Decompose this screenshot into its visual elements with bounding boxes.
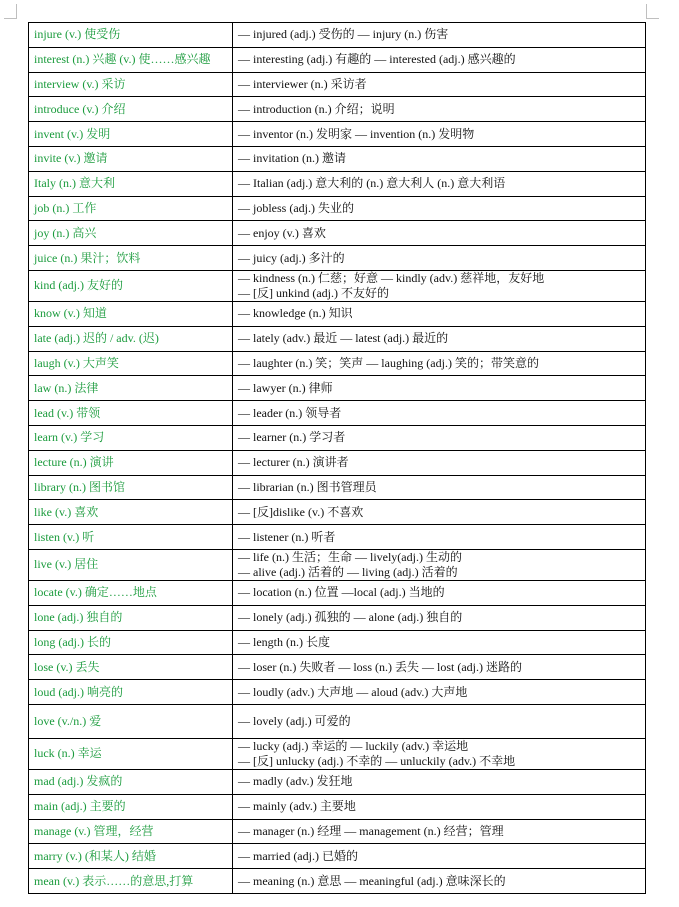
derivative-line: — loser (n.) 失败者 — loss (n.) 丢失 — lost (adj.) 迷路的: [238, 659, 522, 674]
headword-cell: know (v.) 知道: [29, 301, 233, 326]
derivatives-cell: [233, 146, 646, 171]
derivatives-cell: [233, 450, 646, 475]
derivative-line: — jobless (adj.) 失业的: [238, 200, 354, 215]
derivative-line: — invitation (n.) 邀请: [238, 151, 346, 166]
headword-cell: interview (v.) 采访: [29, 72, 233, 97]
headword-cell: interest (n.) 兴趣 (v.) 使……感兴趣: [29, 47, 233, 72]
derivatives-cell: [233, 301, 646, 326]
derivative-line: — [反]dislike (v.) 不喜欢: [238, 504, 364, 519]
headword-cell: mean (v.) 表示……的意思,打算: [29, 869, 233, 894]
derivatives-cell: [233, 738, 646, 769]
derivative-line: — madly (adv.) 发狂地: [238, 774, 353, 789]
headword-cell: marry (v.) (和某人) 结婚: [29, 844, 233, 869]
headword-cell: Italy (n.) 意大利: [29, 171, 233, 196]
headword-cell: main (adj.) 主要的: [29, 794, 233, 819]
headword-cell: lose (v.) 丢失: [29, 655, 233, 680]
headword-cell: luck (n.) 幸运: [29, 738, 233, 769]
derivative-line: — learner (n.) 学习者: [238, 430, 346, 445]
derivatives-cell: [233, 425, 646, 450]
derivative-line: — kindness (n.) 仁慈；好意 — kindly (adv.) 慈祥地，友好地: [238, 270, 545, 285]
derivative-line: — length (n.) 长度: [238, 634, 330, 649]
derivative-line: — listener (n.) 听者: [238, 529, 336, 544]
table-row: [29, 704, 646, 738]
headword-cell: laugh (v.) 大声笑: [29, 351, 233, 376]
derivatives-cell: [233, 23, 646, 48]
derivatives-cell: [233, 376, 646, 401]
headword-cell: love (v./n.) 爱: [29, 704, 233, 738]
table-row: [29, 196, 646, 221]
table-row: [29, 655, 646, 680]
table-row: [29, 525, 646, 550]
derivatives-cell: [233, 97, 646, 122]
headword-cell: lone (adj.) 独自的: [29, 605, 233, 630]
page-corner-mark-right: [646, 4, 659, 19]
derivative-line: — Italian (adj.) 意大利的 (n.) 意大利人 (n.) 意大利语: [238, 176, 506, 191]
table-row: [29, 844, 646, 869]
table-row: [29, 122, 646, 147]
derivatives-cell: [233, 351, 646, 376]
vocabulary-table-body: [29, 23, 646, 894]
table-row: [29, 605, 646, 630]
table-row: [29, 680, 646, 705]
headword-cell: juice (n.) 果汁；饮料: [29, 246, 233, 271]
table-row: [29, 171, 646, 196]
table-row: [29, 580, 646, 605]
derivative-line: — inventor (n.) 发明家 — invention (n.) 发明物: [238, 126, 475, 141]
derivative-line: — introduction (n.) 介绍；说明: [238, 101, 395, 116]
derivative-line: — meaning (n.) 意思 — meaningful (adj.) 意味深长的: [238, 873, 506, 888]
derivative-line: — location (n.) 位置 —local (adj.) 当地的: [238, 585, 445, 600]
derivatives-cell: [233, 704, 646, 738]
headword-cell: listen (v.) 听: [29, 525, 233, 550]
table-row: [29, 72, 646, 97]
derivative-line: — librarian (n.) 图书管理员: [238, 479, 377, 494]
headword-cell: like (v.) 喜欢: [29, 500, 233, 525]
headword-cell: kind (adj.) 友好的: [29, 270, 233, 301]
table-row: [29, 146, 646, 171]
headword-cell: learn (v.) 学习: [29, 425, 233, 450]
table-row: [29, 301, 646, 326]
derivatives-cell: [233, 580, 646, 605]
table-row: [29, 769, 646, 794]
table-row: [29, 630, 646, 655]
derivative-line: — loudly (adv.) 大声地 — aloud (adv.) 大声地: [238, 684, 468, 699]
table-row: [29, 819, 646, 844]
derivatives-cell: [233, 72, 646, 97]
headword-cell: library (n.) 图书馆: [29, 475, 233, 500]
derivatives-cell: [233, 630, 646, 655]
table-row: [29, 351, 646, 376]
derivatives-cell: [233, 196, 646, 221]
derivatives-cell: [233, 525, 646, 550]
derivative-line: — alive (adj.) 活着的 — living (adj.) 活着的: [238, 564, 458, 579]
derivative-line: — lucky (adj.) 幸运的 — luckily (adv.) 幸运地: [238, 738, 469, 753]
table-row: [29, 869, 646, 894]
derivative-line: — [反] unkind (adj.) 不友好的: [238, 285, 389, 300]
table-row: [29, 738, 646, 769]
derivatives-cell: [233, 794, 646, 819]
table-row: [29, 500, 646, 525]
headword-cell: locate (v.) 确定……地点: [29, 580, 233, 605]
headword-cell: lead (v.) 带领: [29, 401, 233, 426]
headword-cell: job (n.) 工作: [29, 196, 233, 221]
headword-cell: injure (v.) 使受伤: [29, 23, 233, 48]
derivative-line: — injured (adj.) 受伤的 — injury (n.) 伤害: [238, 27, 449, 42]
derivative-line: — interviewer (n.) 采访者: [238, 76, 367, 91]
headword-cell: long (adj.) 长的: [29, 630, 233, 655]
derivatives-cell: [233, 47, 646, 72]
derivative-line: — lecturer (n.) 演讲者: [238, 455, 349, 470]
derivatives-cell: [233, 655, 646, 680]
derivative-line: — lonely (adj.) 孤独的 — alone (adj.) 独自的: [238, 610, 463, 625]
derivative-line: — lovely (adj.) 可爱的: [238, 713, 351, 728]
derivative-line: — married (adj.) 已婚的: [238, 848, 358, 863]
derivatives-cell: [233, 869, 646, 894]
headword-cell: joy (n.) 高兴: [29, 221, 233, 246]
derivative-line: — lawyer (n.) 律师: [238, 380, 333, 395]
headword-cell: late (adj.) 迟的 / adv. (迟): [29, 326, 233, 351]
derivative-line: — manager (n.) 经理 — management (n.) 经营；管理: [238, 823, 504, 838]
derivatives-cell: [233, 819, 646, 844]
table-row: [29, 475, 646, 500]
headword-cell: mad (adj.) 发疯的: [29, 769, 233, 794]
headword-cell: loud (adj.) 响亮的: [29, 680, 233, 705]
derivatives-cell: [233, 844, 646, 869]
derivatives-cell: [233, 246, 646, 271]
table-row: [29, 401, 646, 426]
headword-cell: invite (v.) 邀请: [29, 146, 233, 171]
derivative-line: — mainly (adv.) 主要地: [238, 799, 356, 814]
derivative-line: — life (n.) 生活；生命 — lively(adj.) 生动的: [238, 549, 462, 564]
table-row: [29, 270, 646, 301]
table-row: [29, 376, 646, 401]
headword-cell: lecture (n.) 演讲: [29, 450, 233, 475]
derivatives-cell: [233, 326, 646, 351]
headword-cell: law (n.) 法律: [29, 376, 233, 401]
derivative-line: — interesting (adj.) 有趣的 — interested (adj.) 感兴趣的: [238, 52, 516, 67]
derivative-line: — laughter (n.) 笑；笑声 — laughing (adj.) 笑的；带笑意的: [238, 355, 539, 370]
derivatives-cell: [233, 475, 646, 500]
derivative-line: — enjoy (v.) 喜欢: [238, 225, 326, 240]
headword-cell: manage (v.) 管理，经营: [29, 819, 233, 844]
vocabulary-table: [28, 22, 646, 894]
derivatives-cell: [233, 270, 646, 301]
table-row: [29, 47, 646, 72]
derivatives-cell: [233, 401, 646, 426]
table-row: [29, 450, 646, 475]
table-row: [29, 246, 646, 271]
table-row: [29, 425, 646, 450]
derivatives-cell: [233, 769, 646, 794]
table-row: [29, 326, 646, 351]
derivatives-cell: [233, 680, 646, 705]
table-row: [29, 794, 646, 819]
headword-cell: invent (v.) 发明: [29, 122, 233, 147]
table-row: [29, 23, 646, 48]
derivative-line: — [反] unlucky (adj.) 不幸的 — unluckily (adv.) 不幸地: [238, 753, 516, 768]
derivatives-cell: [233, 221, 646, 246]
derivatives-cell: [233, 500, 646, 525]
page-corner-mark-left: [4, 4, 17, 19]
derivative-line: — lately (adv.) 最近 — latest (adj.) 最近的: [238, 331, 449, 346]
derivative-line: — knowledge (n.) 知识: [238, 306, 353, 321]
derivatives-cell: [233, 171, 646, 196]
derivatives-cell: [233, 122, 646, 147]
derivatives-cell: [233, 549, 646, 580]
table-row: [29, 549, 646, 580]
derivative-line: — juicy (adj.) 多汁的: [238, 250, 345, 265]
headword-cell: introduce (v.) 介绍: [29, 97, 233, 122]
headword-cell: live (v.) 居住: [29, 549, 233, 580]
derivatives-cell: [233, 605, 646, 630]
table-row: [29, 97, 646, 122]
table-row: [29, 221, 646, 246]
derivative-line: — leader (n.) 领导者: [238, 405, 342, 420]
